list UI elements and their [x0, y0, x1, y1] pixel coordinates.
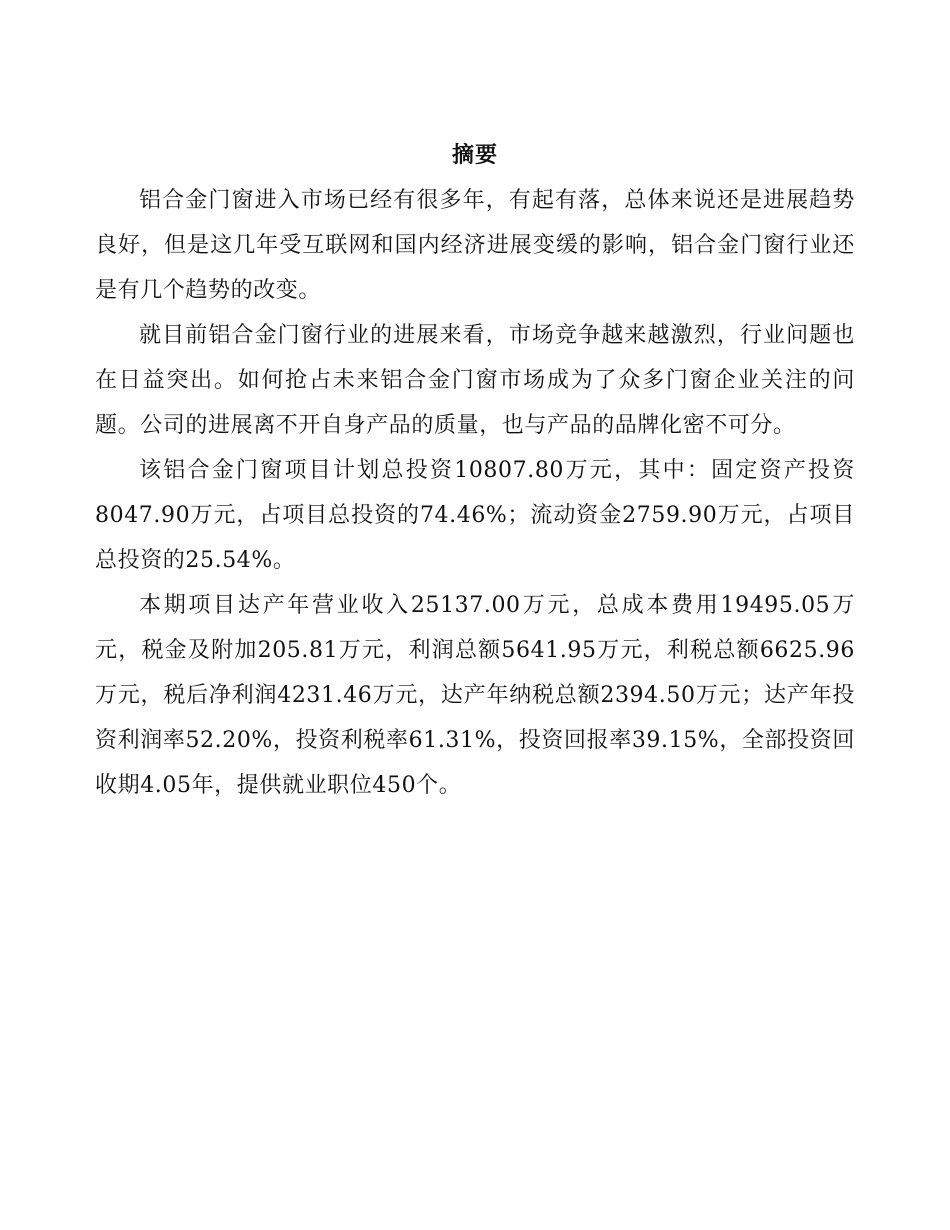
- paragraph-investment: 该铝合金门窗项目计划总投资10807.80万元，其中：固定资产投资8047.90万元，占项目总投资的74.46%；流动资金2759.90万元，占项目总投资的25.54%。: [95, 458, 855, 573]
- page-title: 摘要: [451, 143, 498, 168]
- paragraph-competition: 就目前铝合金门窗行业的进展来看，市场竞争越来越激烈，行业问题也在日益突出。如何抢占未来铝合金门窗市场成为了众多门窗企业关注的问题。公司的进展离不开自身产品的质量，也与产品的品牌化密不可分。: [95, 323, 855, 438]
- document-body: [95, 138, 855, 808]
- paragraph-intro: 铝合金门窗进入市场已经有很多年，有起有落，总体来说还是进展趋势良好，但是这几年受互联网和国内经济进展变缓的影响，铝合金门窗行业还是有几个趋势的改变。: [95, 188, 855, 303]
- paragraph-financials: 本期项目达产年营业收入25137.00万元，总成本费用19495.05万元，税金及附加205.81万元，利润总额5641.95万元，利税总额6625.96万元，税后净利润4231.46万元，达产年纳税总额2394.50万元；达产年投资利润率52.20%，投资利税率61.31%，投资回报率39.15%，全部投资回收期4.05年，提供就业职位450个。: [95, 593, 855, 798]
